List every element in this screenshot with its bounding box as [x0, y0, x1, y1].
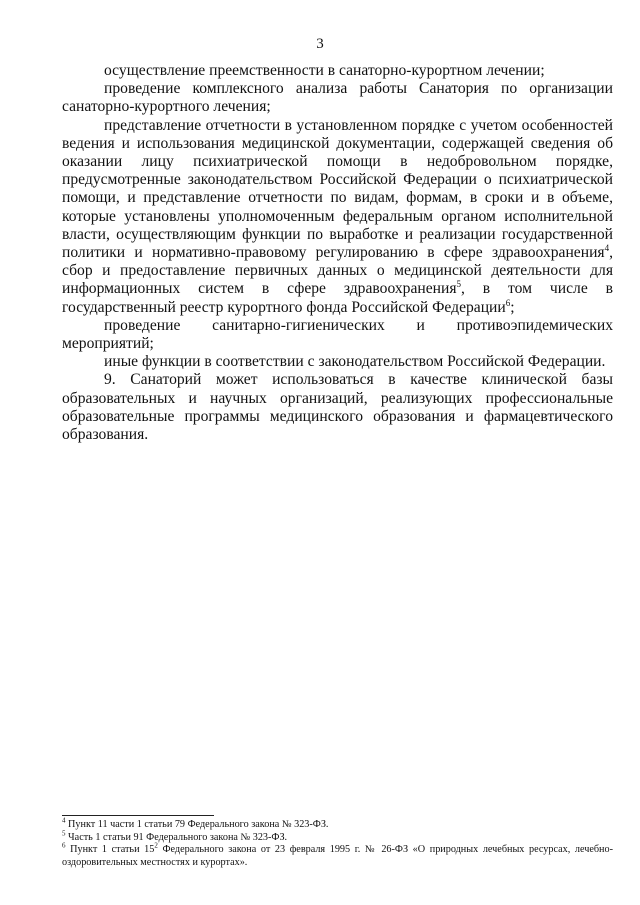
- footnote-5: [62, 829, 613, 845]
- page-number: 3: [316, 36, 324, 52]
- reporting-text-part: , сбор и предоставление первичных данных о медицинской деятельности для информационных систем в сфере здравоохранения: [62, 244, 613, 298]
- footnote-text: Часть 1 статьи 91 Федерального закона № 323-ФЗ.: [65, 831, 288, 843]
- reporting-text-part: представление отчетности в установленном порядке с учетом особенностей ведения и использования медицинской документации, содержащей сведения об оказании лицу психиатрической помощи в недобровольном порядке, предусмотренные законодательством Российской Федерации о психиатрической помощи, и представление отчетности по видам, формам, в сроки и в объеме, которые установлены уполномоченным федеральным органом исполнительной власти, осуществляющим функции по выработке и реализации государственной политики и нормативно-правовому регулированию в сфере здравоохранения: [62, 116, 613, 262]
- footnote-mark: 4: [62, 816, 66, 825]
- reporting-text-part: ;: [510, 298, 515, 316]
- footnote-ref-5: 5: [456, 279, 462, 290]
- footnote-mark: 5: [62, 829, 66, 838]
- paragraph-continuity: осуществление преемственности в санаторно-курортном лечении;: [104, 62, 545, 79]
- paragraph-analysis: проведение комплексного анализа работы Санатория по организации санаторно-курортного лечения;: [62, 80, 613, 116]
- footnote-ref-4: 4: [604, 242, 610, 253]
- paragraph-clinical-base: 9. Санаторий может использоваться в качестве клинической базы образовательных и научных организаций, реализующих профессиональные образовательные программы медицинского образования и фармацевтического образования.: [62, 371, 613, 444]
- footnote-text: Пункт 1 статьи 15: [65, 844, 155, 856]
- footnotes: [62, 816, 613, 869]
- footnote-text: Пункт 11 части 1 статьи 79 Федерального закона № 323-ФЗ.: [65, 819, 329, 830]
- paragraph-sanitary: проведение санитарно-гигиенических и противоэпидемических мероприятий;: [62, 316, 613, 353]
- reporting-text-part: , в том числе в государственный реестр курортного фонда Российской Федерации: [62, 280, 613, 316]
- footnote-6: [62, 841, 613, 869]
- footnote-4: [62, 816, 613, 832]
- footnote-ref-6: 6: [505, 297, 511, 308]
- footnote-superscript: 2: [154, 841, 158, 850]
- body-text: [62, 62, 613, 444]
- paragraph-other-functions: иные функции в соответствии с законодательством Российской Федерации.: [104, 353, 606, 371]
- footnote-separator: [62, 815, 214, 816]
- footnote-mark: 6: [62, 841, 66, 850]
- paragraph-reporting: [62, 117, 613, 317]
- footnote-text: Федерального закона от 23 февраля 1995 г. № 26-ФЗ «О природных лечебных ресурсах, лечебно-оздоровительных местностях и курортах».: [62, 844, 613, 868]
